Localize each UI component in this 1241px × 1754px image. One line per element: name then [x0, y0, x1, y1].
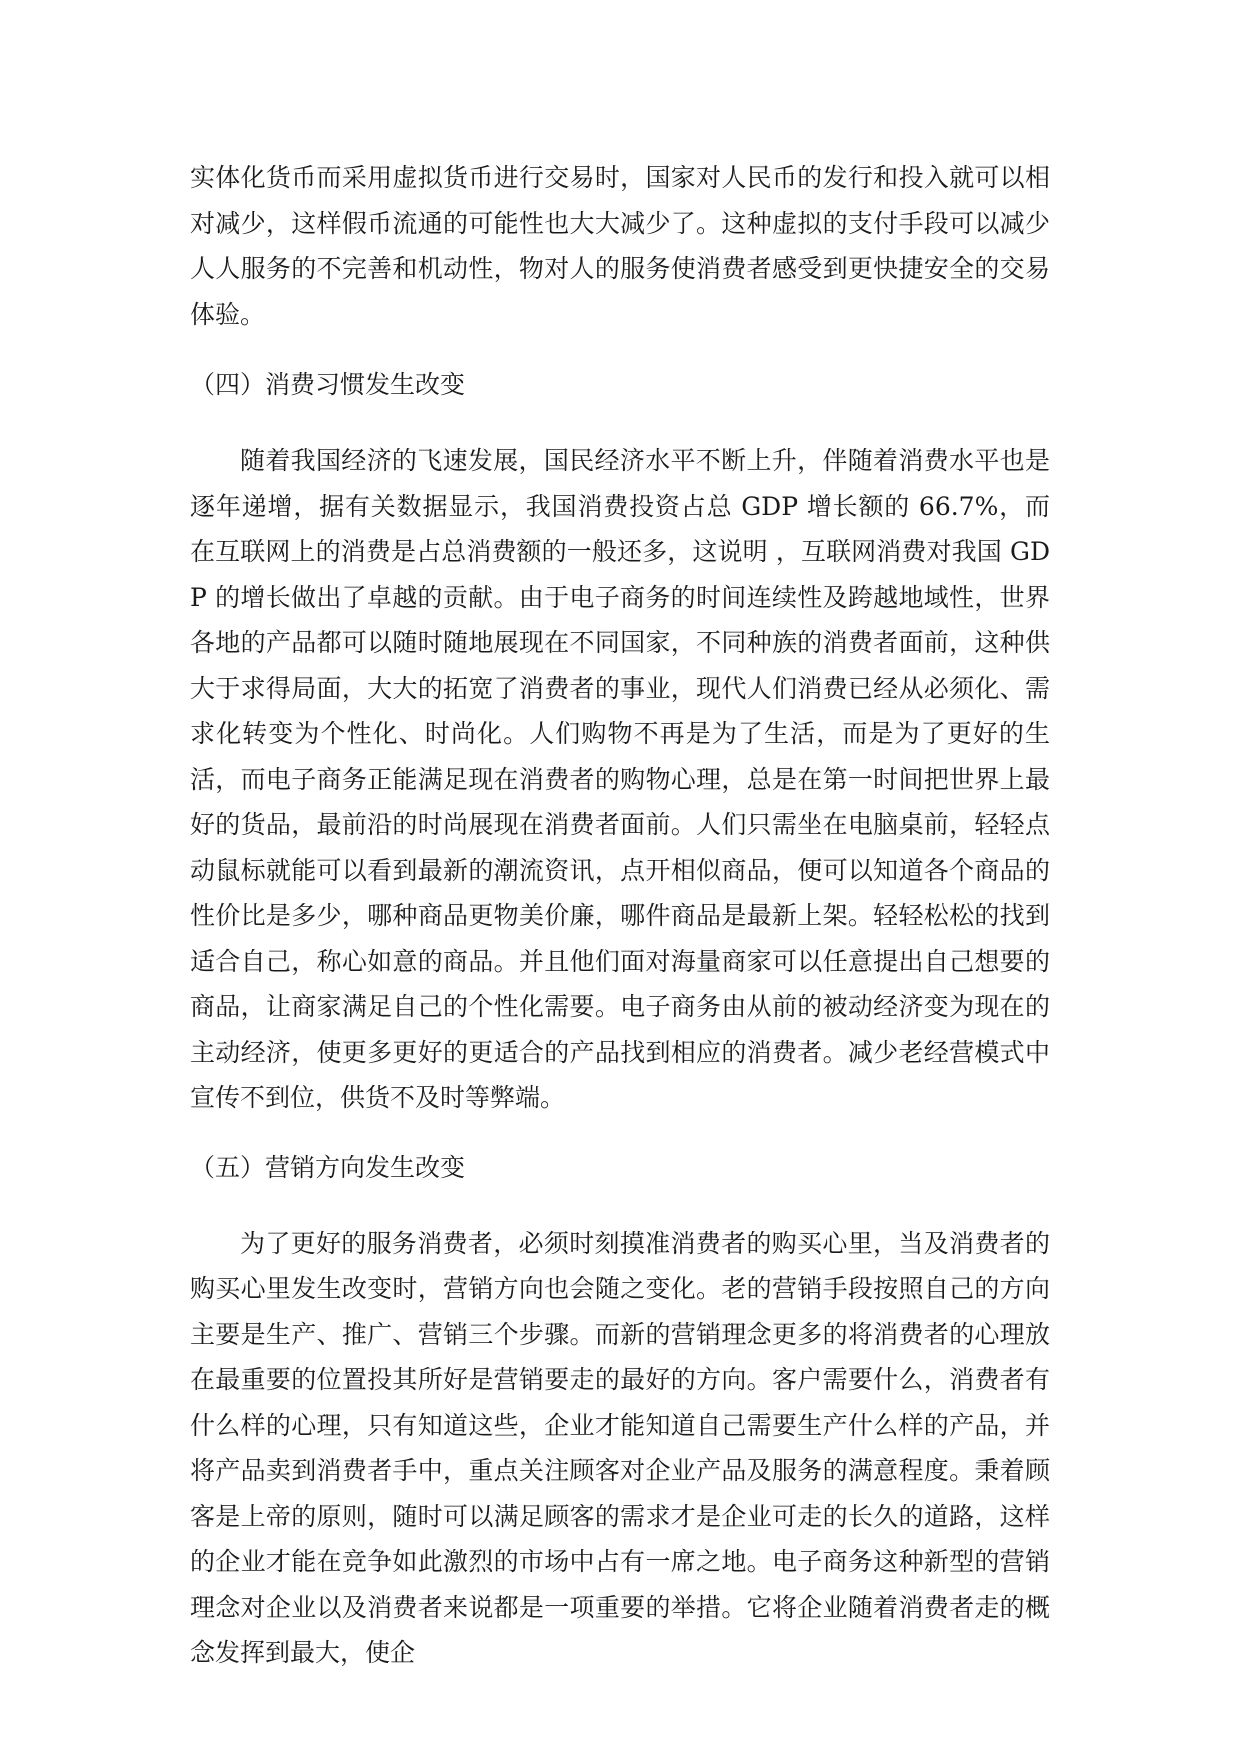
section-heading-marketing-direction: （五）营销方向发生改变 [190, 1152, 466, 1182]
continuation-paragraph: 实体化货币而采用虚拟货币进行交易时，国家对人民币的发行和投入就可以相对减少，这样假币流通的可能性也大大减少了。这种虚拟的支付手段可以减少人人服务的不完善和机动性，物对人的服务使消费者感受到更快捷安全的交易体验。 [190, 163, 1050, 329]
document-body [190, 155, 1050, 1676]
section-paragraph-marketing-direction: 为了更好的服务消费者，必须时刻摸准消费者的购买心里，当及消费者的购买心里发生改变时，营销方向也会随之变化。老的营销手段按照自己的方向主要是生产、推广、营销三个步骤。而新的营销理念更多的将消费者的心理放在最重要的位置投其所好是营销要走的最好的方向。客户需要什么，消费者有什么样的心理，只有知道这些，企业才能知道自己需要生产什么样的产品，并将产品卖到消费者手中，重点关注顾客对企业产品及服务的满意程度。秉着顾客是上帝的原则，随时可以满足顾客的需求才是企业可走的长久的道路，这样的企业才能在竞争如此激烈的市场中占有一席之地。电子商务这种新型的营销理念对企业以及消费者来说都是一项重要的举措。它将企业随着消费者走的概念发挥到最大，使企 [190, 1228, 1050, 1667]
section-paragraph-consumption-habits: 随着我国经济的飞速发展，国民经济水平不断上升，伴随着消费水平也是逐年递增，据有关数据显示，我国消费投资占总 GDP 增长额的 66.7%，而在互联网上的消费是占总消费额的一般还多，这说明 ，互联网消费对我国 GDP 的增长做出了卓越的贡献。由于电子商务的时间连续性及跨越地域性，世界各地的产品都可以随时随地展现在不同国家，不同种族的消费者面前，这种供大于求得局面，大大的拓宽了消费者的事业，现代人们消费已经从必须化、需求化转变为个性化、时尚化。人们购物不再是为了生活，而是为了更好的生活，而电子商务正能满足现在消费者的购物心理，总是在第一时间把世界上最好的货品，最前沿的时尚展现在消费者面前。人们只需坐在电脑桌前，轻轻点动鼠标就能可以看到最新的潮流资讯，点开相似商品，便可以知道各个商品的性价比是多少，哪种商品更物美价廉，哪件商品是最新上架。轻轻松松的找到适合自己，称心如意的商品。并且他们面对海量商家可以任意提出自己想要的商品，让商家满足自己的个性化需要。电子商务由从前的被动经济变为现在的主动经济，使更多更好的更适合的产品找到相应的消费者。减少老经营模式中宣传不到位，供货不及时等弊端。 [190, 446, 1050, 1112]
section-heading-consumption-habits: （四）消费习惯发生改变 [190, 370, 466, 399]
